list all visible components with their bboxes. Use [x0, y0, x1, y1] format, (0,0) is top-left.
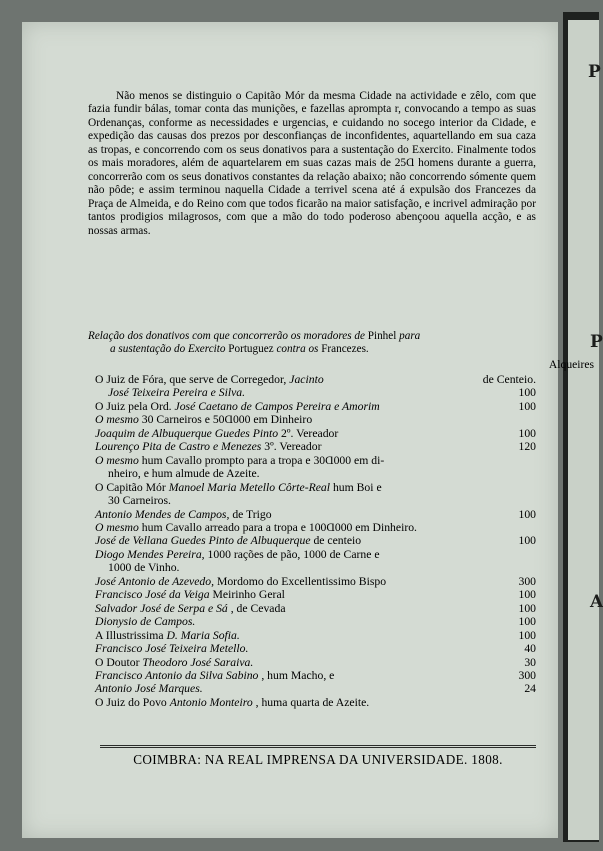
- donation-entry: [95, 400, 536, 413]
- entry-text: nheiro, e hum almude de Azeite.: [108, 467, 260, 481]
- facing-page-letter: P: [590, 332, 603, 352]
- entry-text: Jacinto: [289, 373, 324, 386]
- entry-text: 2º. Vereador: [281, 426, 339, 440]
- entry-text: O Juiz pela Ord.: [95, 399, 172, 413]
- entry-text: 30 Carneiros.: [108, 494, 171, 508]
- relation-title-part: a sustentação do Exercito: [110, 343, 226, 356]
- entry-text: 3º. Vereador: [264, 440, 322, 454]
- entry-text: A Illustrissima: [95, 628, 164, 642]
- entry-text: 1000 de Vinho.: [108, 561, 180, 575]
- entry-text: José de Vellana Guedes Pinto de Albuquerque: [95, 534, 311, 548]
- entry-text: Mordomo do Excellentissimo Bispo: [216, 574, 387, 588]
- entry-value: 100: [518, 588, 536, 602]
- body-paragraph-text: Não menos se distinguio o Capitão Mór da mesma Cidade na actividade e zêlo, com que fazia fundir bálas, tomar conta das munições, e fazellas aprompta r, convocando a tempo as suas Ordenanças, conforme as necessidades e urgencias, e cuidando no socego interior da Cidade, e expedição das causas dos prezos por desconfianças de inconfidentes, aquartellando em sua caza as tropas, e concorrendo com os seus donativos para a sustentação do Exercito. Finalmente todos os mais moradores, além de aquartelarem em suas cazas mais de 25Ɑ homens durante a guerra, concorrerão com os seus donativos constantes da relação abaixo; não concorrendo sómente quem não pôde; e assim terminou naquella Cidade a terrivel scena até á expulsão dos Francezes da Praça de Almeida, e do Reino com que todos ficarão na maior satisfação, e incrivel admiração por tantos prodigios milagrosos, com que a mão do todo poderoso abençoou aquella acção, e as nossas armas.: [88, 90, 536, 237]
- alqueires-header: Alqueires: [548, 358, 594, 371]
- divider-rule: [100, 747, 536, 748]
- donation-entry: [95, 413, 536, 426]
- imprint-line: COIMBRA: NA REAL IMPRENSA DA UNIVERSIDADE. 1808.: [133, 752, 503, 767]
- donation-entry: [95, 521, 536, 534]
- donation-entry: [95, 373, 536, 400]
- donation-entry: [95, 642, 536, 655]
- entry-value: 100: [518, 615, 536, 629]
- relation-title-part: Relação dos donativos com que concorrerão os moradores de: [88, 330, 365, 342]
- donation-entry: [95, 427, 536, 440]
- donation-entry: [95, 548, 536, 575]
- facing-page-edge: [568, 20, 603, 840]
- relation-title-part: para: [399, 330, 421, 342]
- entry-value: 40: [524, 642, 536, 656]
- donation-entry: [95, 588, 536, 601]
- facing-page-letter: A: [590, 592, 603, 612]
- entry-value: 300: [518, 574, 536, 588]
- relation-title: [88, 330, 536, 357]
- entry-text: José Caetano de Campos Pereira e Amorim: [174, 399, 380, 413]
- entry-value: 100: [518, 386, 536, 400]
- donation-entry: [95, 629, 536, 642]
- donation-entry: [95, 669, 536, 682]
- entry-continuation: [95, 467, 496, 480]
- donation-entry: [95, 696, 536, 709]
- entry-value: 100: [518, 426, 536, 440]
- entry-text: , huma quarta de Azeite.: [255, 695, 370, 709]
- entry-text: O Capitão Mór: [95, 480, 166, 494]
- entry-text: de Trigo: [232, 507, 272, 521]
- donation-entry: [95, 508, 536, 521]
- donation-entry: [95, 682, 536, 695]
- entry-text: D. Maria Sofia.: [166, 628, 240, 642]
- entry-text: Meirinho Geral: [212, 588, 285, 602]
- entry-value: de Centeio.: [482, 373, 536, 386]
- entry-text: Dionysio de Campos.: [95, 615, 196, 629]
- entry-text: Diogo Mendes Pereira,: [95, 547, 205, 561]
- relation-title-part: Pinhel: [367, 330, 397, 342]
- entry-text: hum Cavallo prompto para a tropa e 30Ɑ000 em di-: [141, 453, 385, 467]
- relation-title-part: Francezes.: [321, 343, 369, 356]
- facing-page-letter: P: [588, 62, 601, 82]
- donation-entry: [95, 534, 536, 547]
- entry-text: Theodoro José Saraiva.: [142, 655, 254, 669]
- entry-text: O mesmo: [95, 520, 139, 534]
- entry-text: Antonio Mendes de Campos,: [95, 507, 230, 521]
- entry-text: , de Cevada: [230, 601, 286, 615]
- body-paragraph: [88, 90, 536, 238]
- entry-text: 30 Carneiros e 50Ɑ000 em Dinheiro: [141, 413, 313, 427]
- entry-value: 100: [518, 399, 536, 413]
- entry-text: O mesmo: [95, 453, 139, 467]
- entry-text: Francisco José Teixeira Metello.: [95, 642, 249, 656]
- entry-text: O mesmo: [95, 413, 139, 427]
- entry-text: Lourenço Pita de Castro e Menezes: [95, 440, 262, 454]
- entry-continuation: [95, 494, 496, 507]
- donation-entry: [95, 481, 536, 508]
- donation-entry: [95, 454, 536, 481]
- entry-text: Francisco Antonio da Silva Sabino: [95, 668, 259, 682]
- entry-text: Antonio José Marques.: [95, 682, 203, 696]
- entry-value: 100: [518, 507, 536, 521]
- entry-text: Francisco José da Veiga: [95, 588, 210, 602]
- entry-continuation: [95, 561, 496, 574]
- donations-list: [95, 373, 536, 709]
- relation-title-part: contra os: [276, 343, 319, 356]
- entry-text: de centeio: [313, 534, 362, 548]
- entry-text: 1000 rações de pão, 1000 de Carne e: [207, 547, 380, 561]
- donation-entry: [95, 602, 536, 615]
- entry-value: 24: [524, 682, 536, 696]
- entry-text: Antonio Monteiro: [169, 695, 253, 709]
- entry-text: Joaquim de Albuquerque Guedes Pinto: [95, 426, 279, 440]
- entry-value: 120: [518, 440, 536, 454]
- entry-value: 300: [518, 668, 536, 682]
- entry-text: Manoel Maria Metello Côrte-Real: [168, 480, 331, 494]
- entry-text: José Teixeira Pereira e Silva.: [108, 386, 246, 400]
- entry-value: 100: [518, 601, 536, 615]
- entry-text: José Antonio de Azevedo,: [95, 574, 215, 588]
- entry-text: O Juiz do Povo: [95, 695, 167, 709]
- entry-continuation: [95, 386, 496, 399]
- donation-entry: [95, 656, 536, 669]
- divider-rule: [100, 745, 536, 746]
- donation-entry: [95, 575, 536, 588]
- entry-text: hum Cavallo arreado para a tropa e 100Ɑ000 em Dinheiro.: [141, 520, 417, 534]
- entry-text: , hum Macho, e: [261, 668, 335, 682]
- entry-text: Salvador José de Serpa e Sá: [95, 601, 228, 615]
- entry-value: 30: [524, 655, 536, 669]
- entry-text: O Doutor: [95, 655, 140, 669]
- entry-value: 100: [518, 628, 536, 642]
- donation-entry: [95, 440, 536, 453]
- donation-entry: [95, 615, 536, 628]
- relation-title-part: Portuguez: [228, 343, 274, 356]
- entry-text: hum Boi e: [332, 480, 382, 494]
- entry-text: O Juiz de Fóra, que serve de Corregedor,: [95, 373, 287, 386]
- entry-value: 100: [518, 534, 536, 548]
